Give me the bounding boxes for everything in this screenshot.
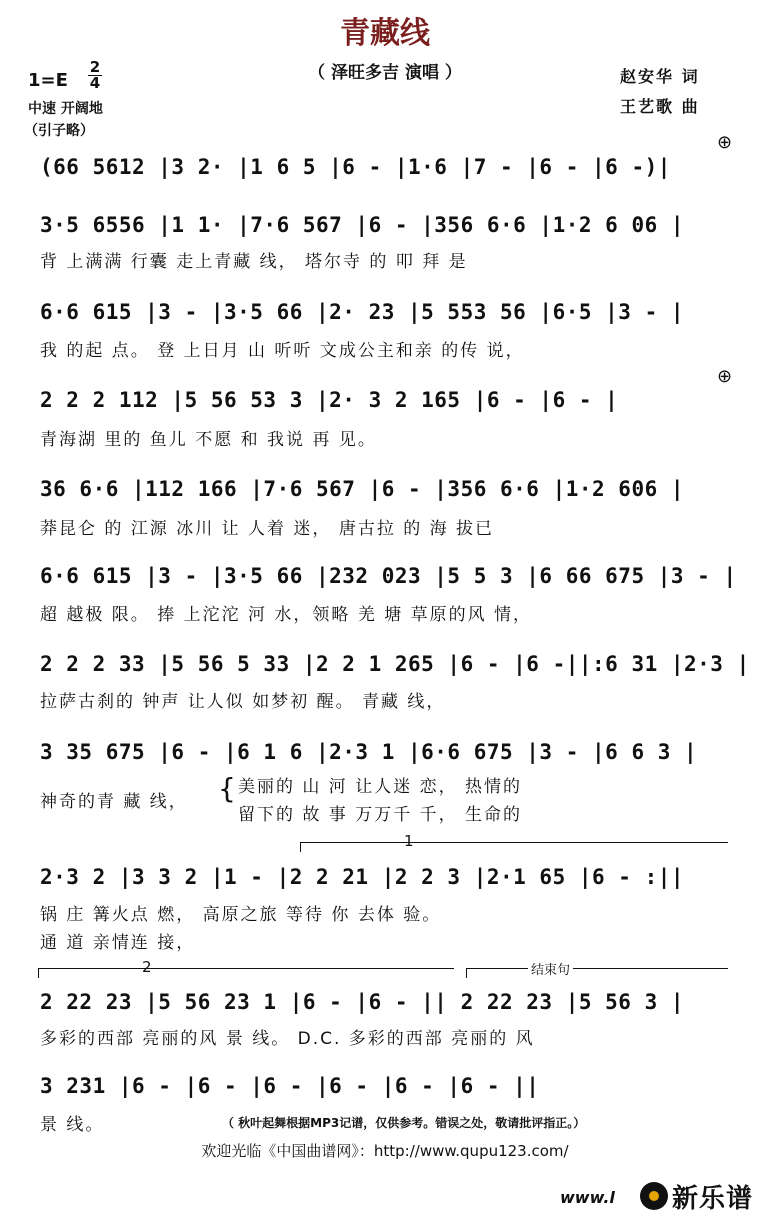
lyric-line-8: 神奇的青 藏 线， [40,792,188,812]
notation-line-8: 3 35 675 |6 - |6 1 6 |2·3 1 |6·6 675 |3 - |6 6 3 | [40,740,698,764]
lyric-line-9-alt: 通 道 亲情连 接， [40,933,196,953]
lyricist-credit: 赵安华 词 [620,67,700,86]
volta-1-bracket [300,842,728,843]
verse-brace: { [218,772,236,805]
notation-line-6: 6·6 615 |3 - |3·5 66 |232 023 |5 5 3 |6 66 675 |3 - | [40,564,737,588]
volta-2-bracket [38,968,454,969]
volta-1-label: 1 [404,832,414,850]
singer-subtitle: （ 泽旺多吉 演唱 ） [308,63,462,83]
notation-line-1: (66 5612 |3 2· |1 6 5 |6 - |1·6 |7 - |6 - |6 -)| [40,155,671,179]
ending-hook [466,968,467,978]
ending-bracket [466,968,728,969]
notation-line-4: 2 2 2 112 |5 56 53 3 |2· 3 2 165 |6 - |6 - | [40,388,619,412]
tempo-mark: 中速 开阔地 [28,101,103,117]
notation-line-7: 2 2 2 33 |5 56 5 33 |2 2 1 265 |6 - |6 -||:6 31 |2·3 | [40,652,750,676]
lyric-verse-2: 留下的 故 事 万万千 千， 生命的 [238,805,523,825]
coda-icon: ⊕ [717,132,733,153]
notation-line-2: 3·5 6556 |1 1· |7·6 567 |6 - |356 6·6 |1·2 6 06 | [40,213,685,237]
transcriber-footnote: （ 秋叶起舞根据MP3记谱，仅供参考。错误之处，敬请批评指正。） [222,1116,586,1130]
lyric-line-7: 拉萨古刹的 钟声 让人似 如梦初 醒。 青藏 线， [40,692,446,712]
logo-name: 新乐谱 [672,1184,754,1214]
composer-credit: 王艺歌 曲 [620,97,700,116]
volta-2-label: 2 [142,958,152,976]
intro-note: （引子略） [24,123,94,139]
lyric-line-11: 景 线。 [40,1115,105,1135]
lyric-line-3: 我 的起 点。 登 上日月 山 听听 文成公主和亲 的传 说， [40,341,525,361]
lyric-line-10: 多彩的西部 亮丽的风 景 线。 D.C. 多彩的西部 亮丽的 风 [40,1029,535,1049]
time-signature [88,60,102,91]
ending-label: 结束句 [528,959,573,978]
song-title: 青藏线 [340,16,430,51]
logo-url-prefix: www.l [560,1188,615,1207]
key-signature: 1=E [28,70,68,91]
volta-1-hook [300,842,301,852]
notation-line-11: 3 231 |6 - |6 - |6 - |6 - |6 - |6 - || [40,1074,540,1098]
time-bottom: 4 [89,74,101,92]
notation-line-3: 6·6 615 |3 - |3·5 66 |2· 23 |5 553 56 |6·5 |3 - | [40,300,685,324]
site-logo [560,1176,765,1214]
lyric-line-4: 青海湖 里的 鱼儿 不愿 和 我说 再 见。 [40,430,377,450]
time-top: 2 [89,58,101,76]
disc-icon [640,1182,668,1210]
lyric-line-6: 超 越极 限。 捧 上沱沱 河 水，领略 羌 塘 草原的风 情， [40,605,533,625]
lyric-line-9: 锅 庄 篝火点 燃， 高原之旅 等待 你 去体 验。 [40,905,442,925]
lyric-line-5: 莽昆仑 的 江源 冰川 让 人着 迷， 唐古拉 的 海 拔已 [40,519,495,539]
notation-line-5: 36 6·6 |112 166 |7·6 567 |6 - |356 6·6 |1·2 606 | [40,477,685,501]
website-welcome: 欢迎光临《中国曲谱网》：http://www.qupu123.com/ [201,1142,569,1160]
coda-icon: ⊕ [717,366,733,387]
notation-line-9: 2·3 2 |3 3 2 |1 - |2 2 21 |2 2 3 |2·1 65 |6 - :|| [40,865,685,889]
volta-2-hook [38,968,39,978]
lyric-line-2: 背 上满满 行囊 走上青藏 线， 塔尔寺 的 叩 拜 是 [40,252,468,272]
lyric-verse-1: 美丽的 山 河 让人迷 恋， 热情的 [238,777,523,797]
notation-line-10: 2 22 23 |5 56 23 1 |6 - |6 - || 2 22 23 |5 56 3 | [40,990,685,1014]
